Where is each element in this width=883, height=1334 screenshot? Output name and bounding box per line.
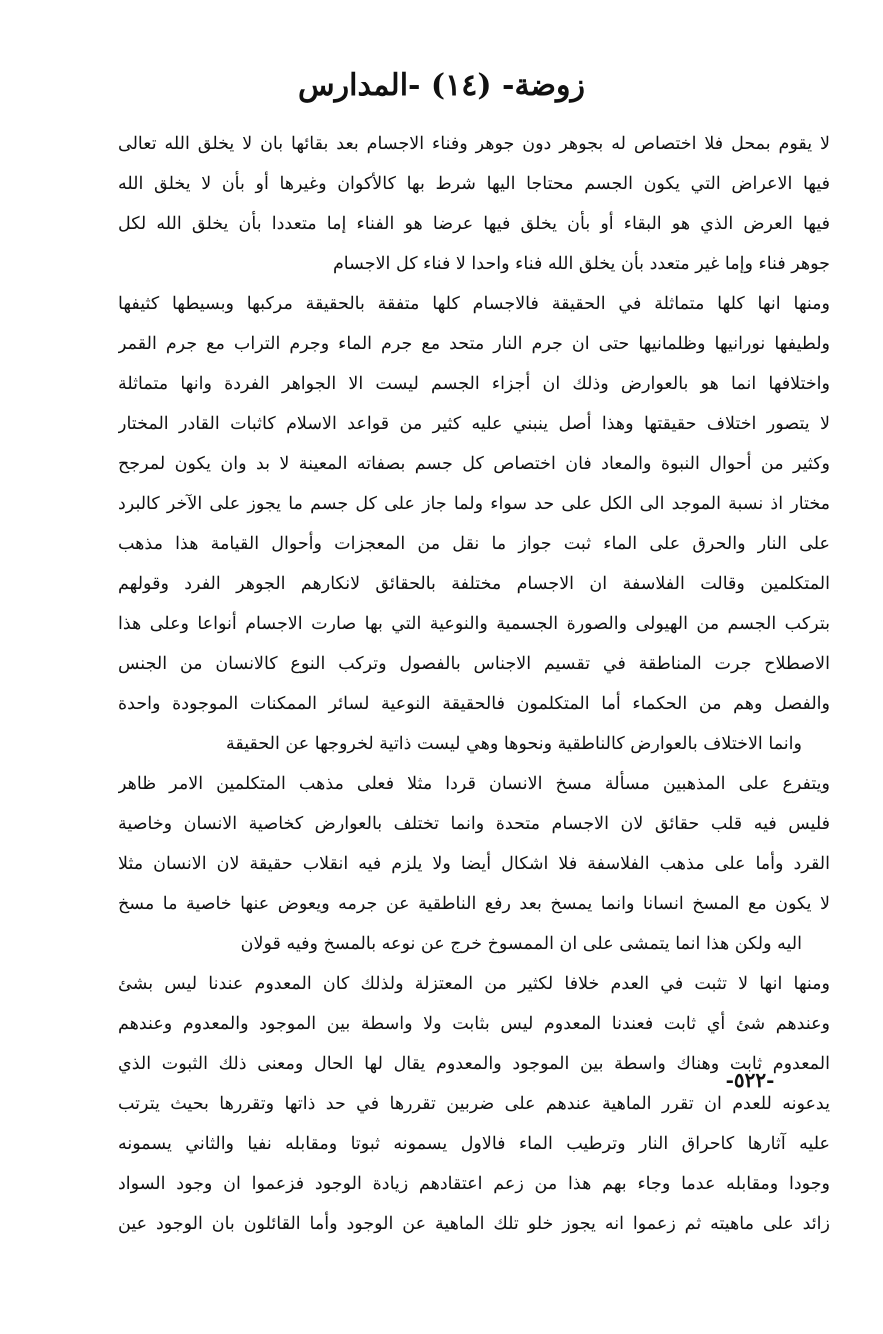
text-line: الاصطلاح جرت المناطقة في تقسيم الاجناس بالفصول وتركب النوع كالانسان من الجنس: [118, 654, 830, 674]
text-line: لا يتصور اختلاف حقيقتها وهذا أصل ينبني عليه كثير من قواعد الاسلام كاثبات القادر المختار: [118, 414, 830, 434]
text-line: وانما الاختلاف بالعوارض كالناطقية ونحوها وهي ليست ذاتية لخروجها عن الحقيقة: [226, 734, 802, 754]
text-line: جوهر فناء وإما غير متعدد بأن يخلق الله فناء واحدا لا فناء كل الاجسام: [332, 254, 830, 274]
text-line: لا يكون مع المسخ انسانا وانما يمسخ بعد رفع الناطقية عن جرمه ويعوض عنها خاصية ما مسخ: [118, 894, 830, 914]
text-line: وعندهم شئ أي ثابت فعندنا المعدوم ليس بثابت ولا واسطة بين الموجود والمعدوم وعندهم: [118, 1014, 830, 1034]
text-line: فيها العرض الذي هو البقاء أو بأن يخلق فيها عرضا هو الفناء إما متعددا بأن يخلق الله لكل: [118, 214, 830, 234]
text-line: واختلافها انما هو بالعوارض وذلك ان أجزاء الجسم ليست الا الجواهر الفردة وانها متماثلة: [118, 374, 830, 394]
text-line: اليه ولكن هذا انما يتمشى على ان الممسوخ خرج عن نوعه بالمسخ وفيه قولان: [240, 934, 802, 954]
text-line: القرد وأما على مذهب الفلاسفة فلا اشكال أيضا ولا يلزم فيه انقلاب حقيقة لان الانسان مثلا: [118, 854, 830, 874]
page-title: زوضة- (١٤) -المدارس: [298, 68, 585, 103]
text-line: والفصل وهم من الحكماء أما المتكلمون فالحقيقة النوعية لسائر الممكنات الموجودة واحدة: [118, 694, 830, 714]
text-line: وجودا ومقابله عدما وجاء بهم هذا من زعم اعتقادهم زيادة الوجود فزعموا ان وجود السواد: [118, 1174, 830, 1194]
text-line: المتكلمين وقالت الفلاسفة ان الاجسام مختلفة بالحقائق لانكارهم الجوهر الفرد وقولهم: [118, 574, 830, 594]
text-line: على النار والحرق على الماء ثبت جواز ما نقل من المعجزات وأحوال القيامة هذا مذهب: [118, 534, 830, 554]
text-line: عليه آثارها كاحراق النار وترطيب الماء فالاول يسمونه ثبوتا ومقابله نفيا والثاني يسمونه: [118, 1134, 830, 1154]
text-line: ومنها انها لا تثبت في العدم خلافا لكثير من المعتزلة ولذلك كان المعدوم عندنا ليس بشئ: [118, 974, 830, 994]
text-line: زائد على ماهيته ثم زعموا انه يجوز خلو تلك الماهية عن الوجود وأما القائلون بان الوجود عين: [118, 1214, 830, 1234]
text-line: بتركب الجسم من الهيولى والصورة الجسمية والنوعية التي بها صارت الاجسام أنواعا وعلى هذا: [118, 614, 830, 634]
text-line: ومنها انها كلها متماثلة في الحقيقة فالاجسام كلها متفقة بالحقيقة مركبها وبسيطها كثيفها: [118, 294, 830, 314]
text-line: لا يقوم بمحل فلا اختصاص له بجوهر دون جوهر وفناء الاجسام بعد بقائها بان لا يخلق الله تعالى: [118, 134, 830, 154]
page-number: -٥٢٢-: [725, 1068, 775, 1092]
text-line: فيها الاعراض التي يكون الجسم محتاجا اليها شرط بها كالأكوان وغيرها أو بأن لا يخلق الله: [118, 174, 830, 194]
text-line: المعدوم ثابت وهناك واسطة بين الموجود والمعدوم يقال لها الحال ومعنى ذلك الثبوت الذي: [118, 1054, 830, 1074]
text-line: ويتفرع على المذهبين مسألة مسخ الانسان قردا مثلا فعلى مذهب المتكلمين الامر ظاهر: [118, 774, 830, 794]
text-line: يدعونه للعدم ان تقرر الماهية عندهم على ضربين تقررها في حد ذاتها وتقررها بحيث يترتب: [118, 1094, 830, 1114]
text-line: مختار اذ نسبة الموجد الى الكل على حد سواء ولما جاز على كل جسم ما يجوز على الآخر كالبرد: [118, 494, 830, 514]
text-line: وكثير من أحوال النبوة والمعاد فان اختصاص كل جسم بصفاته المعينة لا بد وان يكون لمرجح: [118, 454, 830, 474]
text-line: فليس فيه قلب حقائق لان الاجسام متحدة وانما تختلف بالعوارض كخاصية الانسان وخاصية: [118, 814, 830, 834]
text-line: ولطيفها نورانيها وظلمانيها حتى ان جرم النار متحد مع جرم الماء وجرم التراب مع جرم القمر: [118, 334, 830, 354]
